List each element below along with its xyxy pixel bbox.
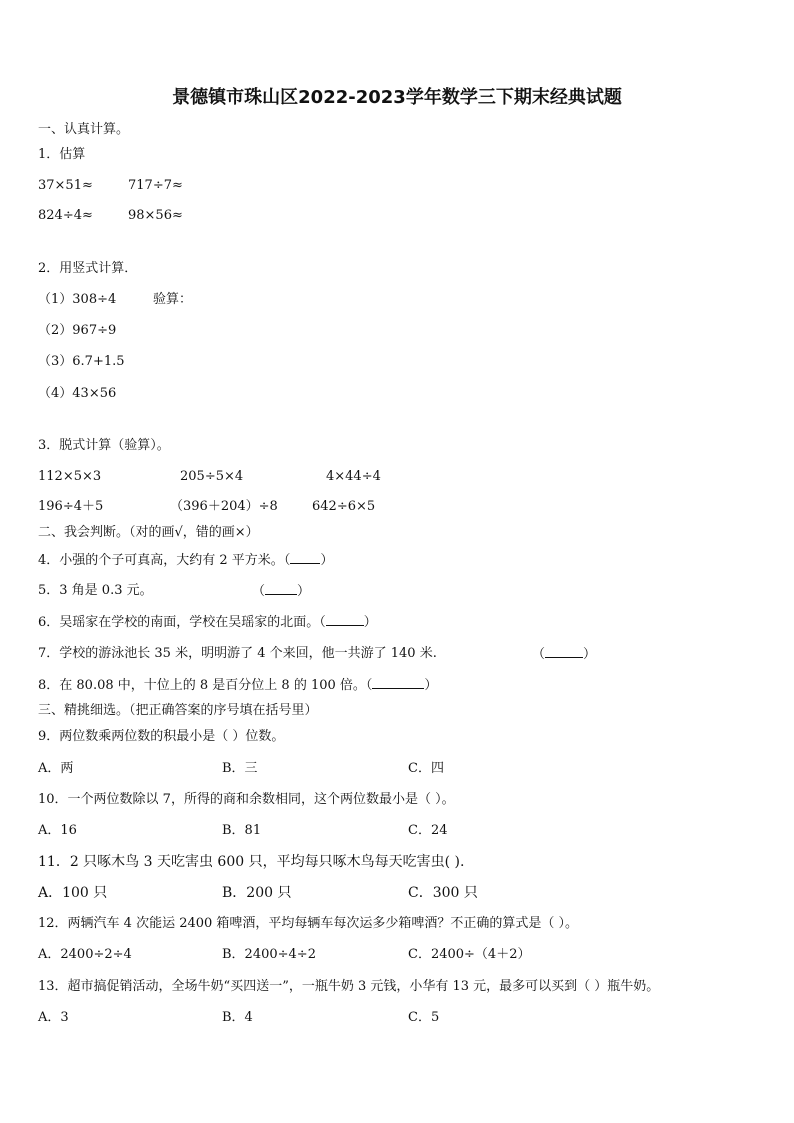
q2-item: （3）6.7+1.5 xyxy=(38,354,125,369)
q4-row: 4．小强的个子可真高，大约有 2 平方米。（ ） xyxy=(38,553,334,568)
q12-option-a[interactable]: A．2400÷2÷4 xyxy=(38,947,132,962)
q3-item: 205÷5×4 xyxy=(180,469,244,484)
page-title: 景德镇市珠山区2022-2023学年数学三下期末经典试题 xyxy=(172,87,622,108)
answer-blank[interactable] xyxy=(326,614,364,626)
q11-option-a[interactable]: A．100 只 xyxy=(38,885,108,901)
q10-option-b[interactable]: B．81 xyxy=(222,823,262,838)
answer-blank[interactable] xyxy=(545,646,583,658)
q3-item: 4×44÷4 xyxy=(326,469,381,484)
q2-check-label: 验算： xyxy=(153,292,193,307)
q9-option-c[interactable]: C．四 xyxy=(408,761,444,776)
q13-option-a[interactable]: A．3 xyxy=(38,1010,69,1025)
q7-text: 7．学校的游泳池长 35 米，明明游了 4 个来回，他一共游了 140 米. xyxy=(38,646,437,661)
q3-item: 642÷6×5 xyxy=(312,499,376,514)
q11-option-b[interactable]: B．200 只 xyxy=(222,885,292,901)
answer-blank[interactable] xyxy=(372,677,424,689)
q3-item: （396＋204）÷8 xyxy=(170,499,278,514)
q11-option-c[interactable]: C．300 只 xyxy=(408,885,478,901)
q1-item: 37×51≈ xyxy=(38,178,93,193)
q1-item: 717÷7≈ xyxy=(128,178,183,193)
q1-item: 98×56≈ xyxy=(128,208,183,223)
q3-item: 196÷4＋5 xyxy=(38,499,104,514)
section-3-heading: 三、精挑细选。（把正确答案的序号填在括号里） xyxy=(38,703,318,718)
q8-text: 8．在 80.08 中，十位上的 8 是百分位上 8 的 100 倍。 xyxy=(38,678,366,693)
section-1-heading: 一、认真计算。 xyxy=(38,122,130,137)
q10-option-c[interactable]: C．24 xyxy=(408,823,448,838)
q2-item: （4）43×56 xyxy=(38,386,117,401)
answer-blank[interactable] xyxy=(290,552,320,564)
q9-option-b[interactable]: B．三 xyxy=(222,761,258,776)
q3-label: 3．脱式计算（验算）。 xyxy=(38,438,170,453)
q7-answer: （ ） xyxy=(532,647,597,662)
q6-text: 6．吴瑶家在学校的南面，学校在吴瑶家的北面。 xyxy=(38,615,320,630)
q8-row: 8．在 80.08 中，十位上的 8 是百分位上 8 的 100 倍。（ ） xyxy=(38,678,438,693)
section-2-heading: 二、我会判断。（对的画√，错的画×） xyxy=(38,525,259,540)
q2-item: （2）967÷9 xyxy=(38,323,117,338)
answer-blank[interactable] xyxy=(265,583,297,595)
q9-stem: 9．两位数乘两位数的积最小是（ ）位数。 xyxy=(38,729,285,744)
q6-row: 6．吴瑶家在学校的南面，学校在吴瑶家的北面。（ ） xyxy=(38,615,377,630)
q13-option-b[interactable]: B．4 xyxy=(222,1010,253,1025)
q10-option-a[interactable]: A．16 xyxy=(38,823,77,838)
q11-stem: 11．2 只啄木鸟 3 天吃害虫 600 只，平均每只啄木鸟每天吃害虫( ). xyxy=(38,854,465,870)
q10-stem: 10．一个两位数除以 7，所得的商和余数相同，这个两位数最小是（ ）。 xyxy=(38,792,455,807)
q9-option-a[interactable]: A．两 xyxy=(38,761,74,776)
q13-stem: 13．超市搞促销活动，全场牛奶“买四送一”，一瓶牛奶 3 元钱，小华有 13 元，最多可以买到（ ）瓶牛奶。 xyxy=(38,979,660,994)
q2-label: 2．用竖式计算． xyxy=(38,261,138,276)
q12-stem: 12．两辆汽车 4 次能运 2400 箱啤酒，平均每辆车每次运多少箱啤酒？不正确的算式是（ ）。 xyxy=(38,916,579,931)
q1-label: 1．估算 xyxy=(38,147,86,162)
q12-option-c[interactable]: C．2400÷（4＋2） xyxy=(408,947,531,962)
q2-item: （1）308÷4 xyxy=(38,292,117,307)
q12-option-b[interactable]: B．2400÷4÷2 xyxy=(222,947,316,962)
q13-option-c[interactable]: C．5 xyxy=(408,1010,440,1025)
q5-text: 5．3 角是 0.3 元。 xyxy=(38,583,153,598)
q3-item: 112×5×3 xyxy=(38,469,102,484)
q1-item: 824÷4≈ xyxy=(38,208,93,223)
q4-text: 4．小强的个子可真高，大约有 2 平方米。 xyxy=(38,553,284,568)
q5-answer: （ ） xyxy=(252,584,311,599)
